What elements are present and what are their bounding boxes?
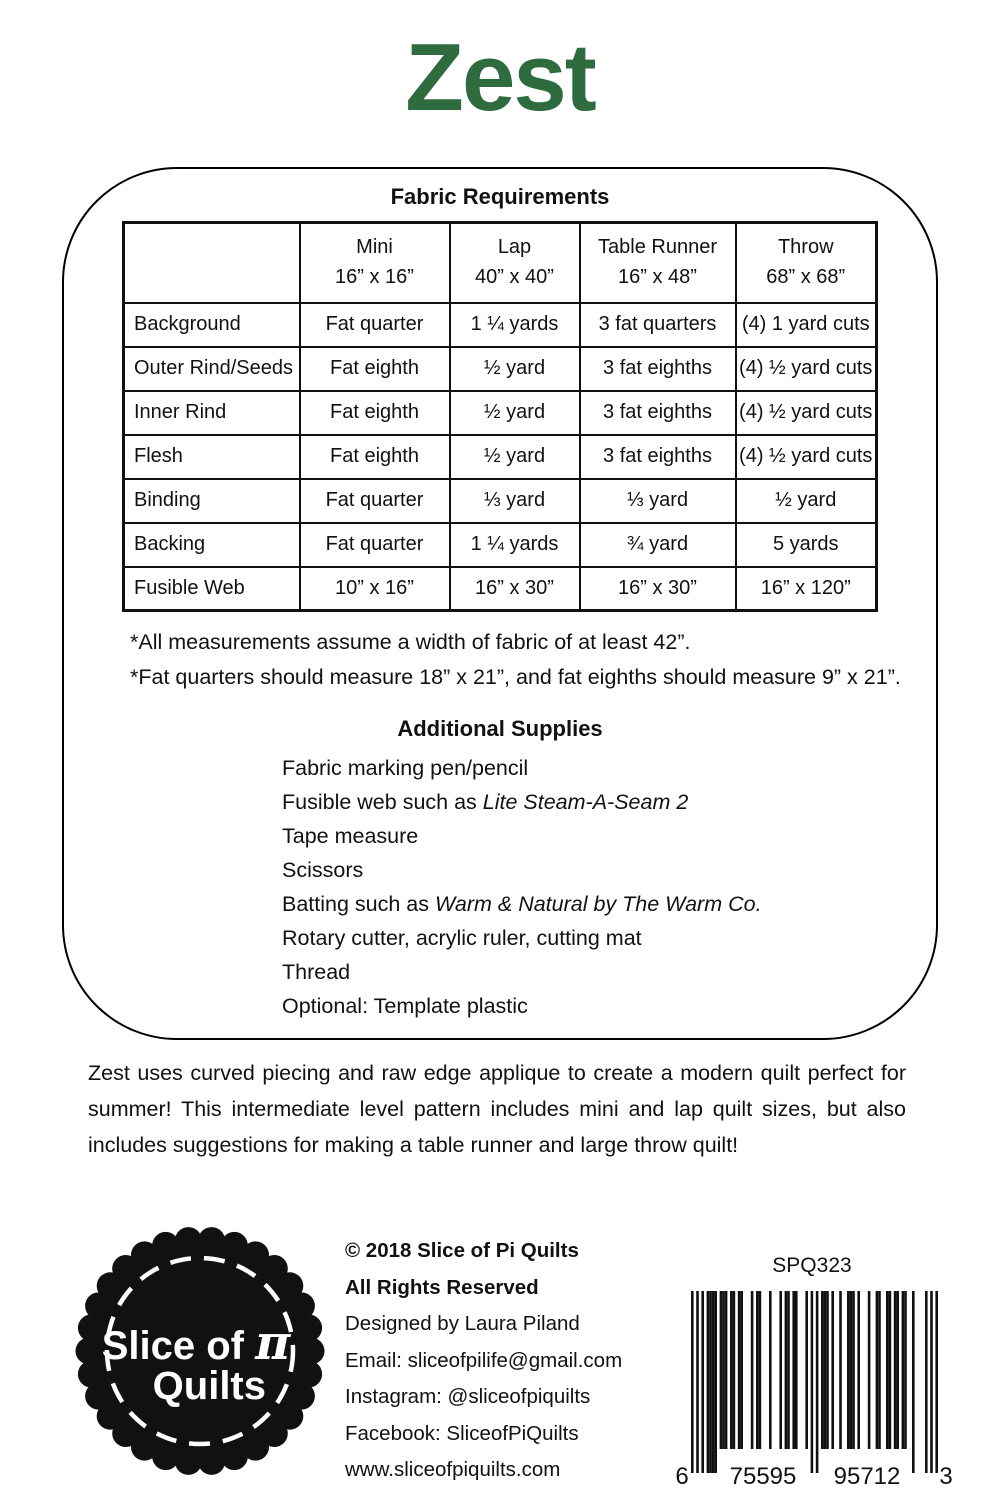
supply-item: Optional: Template plastic	[282, 994, 528, 1018]
row-value: 10” x 16”	[300, 567, 450, 611]
table-corner-cell	[124, 223, 300, 303]
table-row	[124, 479, 877, 523]
fabric-requirements-heading: Fabric Requirements	[390, 184, 610, 209]
supply-item: Tape measure	[282, 824, 419, 848]
row-value: ½ yard	[450, 391, 580, 435]
barcode-bar	[725, 1291, 728, 1449]
barcode-bar	[896, 1291, 899, 1449]
barcode-bar	[707, 1291, 710, 1473]
row-value: ¾ yard	[580, 523, 736, 567]
row-value: Fat eighth	[300, 347, 450, 391]
row-value: 5 yards	[736, 523, 877, 567]
row-value: ½ yard	[450, 347, 580, 391]
column-header-2: Lap 40” x 40”	[450, 223, 580, 303]
row-label: Backing	[124, 523, 300, 567]
table-header-row	[124, 223, 877, 303]
row-label: Background	[124, 303, 300, 347]
barcode-bar	[751, 1291, 754, 1449]
barcode-bar	[709, 1291, 712, 1473]
row-value: (4) 1 yard cuts	[736, 303, 877, 347]
barcode-bar	[902, 1291, 905, 1449]
barcode-digits: 95712	[833, 1463, 901, 1487]
supply-item: Scissors	[282, 858, 364, 882]
barcode-bar	[824, 1291, 827, 1449]
row-value: 16” x 30”	[580, 567, 736, 611]
publisher-info-line: Instagram: @sliceofpiquilts	[345, 1385, 591, 1408]
barcode-bar	[805, 1291, 808, 1449]
barcode-bar	[852, 1291, 855, 1449]
row-label: Fusible Web	[124, 567, 300, 611]
barcode-bar	[691, 1291, 694, 1473]
barcode-bar	[759, 1291, 762, 1449]
publisher-info-line: © 2018 Slice of Pi Quilts	[345, 1239, 579, 1262]
publisher-info-line: www.sliceofpiquilts.com	[345, 1458, 561, 1481]
row-value: ½ yard	[736, 479, 877, 523]
row-label: Flesh	[124, 435, 300, 479]
barcode-bar	[850, 1291, 853, 1449]
barcode-bar	[811, 1291, 814, 1473]
row-value: 1 ¼ yards	[450, 303, 580, 347]
barcode-bar	[696, 1291, 699, 1473]
supply-item: Fusible web such as Lite Steam-A-Seam 2	[282, 790, 689, 814]
barcode-bar	[787, 1291, 790, 1449]
barcode-bar	[847, 1291, 850, 1449]
pattern-description: Zest uses curved piecing and raw edge applique to create a modern quilt perfect for summer! This intermediate level pattern includes mini and lap quilt sizes, but also includes suggestions for making a table runner and large throw quilt!	[88, 1061, 906, 1157]
publisher-info-line: Email: sliceofpilife@gmail.com	[345, 1348, 623, 1372]
barcode-bar	[756, 1291, 759, 1449]
barcode-bar	[792, 1291, 795, 1449]
row-value: ½ yard	[450, 435, 580, 479]
row-value: (4) ½ yard cuts	[736, 391, 877, 435]
barcode-bar	[878, 1291, 881, 1449]
barcode-bar	[722, 1291, 725, 1449]
publisher-info-line: Facebook: SliceofPiQuilts	[345, 1421, 579, 1445]
barcode-bar	[712, 1291, 715, 1473]
barcode-bar	[904, 1291, 907, 1449]
row-label: Outer Rind/Seeds	[124, 347, 300, 391]
column-header-1: Mini 16” x 16”	[300, 223, 450, 303]
note-line: *Fat quarters should measure 18” x 21”, and fat eighths should measure 9” x 21”.	[130, 665, 901, 689]
additional-supplies-heading: Additional Supplies	[397, 716, 603, 741]
column-header-4: Throw 68” x 68”	[736, 223, 877, 303]
note-line: *All measurements assume a width of fabric of at least 42”.	[130, 630, 691, 654]
table-row	[124, 567, 877, 611]
fabric-requirements-table	[122, 221, 878, 612]
product-code: SPQ323	[772, 1254, 852, 1277]
row-value: (4) ½ yard cuts	[736, 347, 877, 391]
barcode-bar	[886, 1291, 889, 1449]
supply-item: Rotary cutter, acrylic ruler, cutting mat	[282, 926, 642, 950]
row-value: Fat eighth	[300, 391, 450, 435]
barcode-bar	[740, 1291, 743, 1449]
row-value: 1 ¼ yards	[450, 523, 580, 567]
barcode-bar	[795, 1291, 798, 1449]
barcode-bar	[738, 1291, 741, 1449]
row-value: Fat eighth	[300, 435, 450, 479]
row-value: Fat quarter	[300, 523, 450, 567]
barcode-bar	[930, 1291, 933, 1473]
publisher-info-line: Designed by Laura Piland	[345, 1312, 580, 1335]
row-value: Fat quarter	[300, 303, 450, 347]
table-row	[124, 303, 877, 347]
table-row	[124, 435, 877, 479]
barcode-bar	[816, 1291, 819, 1473]
supply-item: Batting such as Warm & Natural by The Warm Co.	[282, 892, 762, 916]
row-value: ⅓ yard	[580, 479, 736, 523]
barcode-bar	[720, 1291, 723, 1449]
upc-barcode	[675, 1291, 955, 1487]
supply-item: Fabric marking pen/pencil	[282, 756, 529, 780]
barcode-bar	[769, 1291, 772, 1449]
barcode-bar	[868, 1291, 871, 1449]
barcode-digits: 75595	[729, 1463, 797, 1487]
barcode-bar	[889, 1291, 892, 1449]
barcode-bar	[779, 1291, 782, 1449]
measurement-notes	[130, 625, 936, 695]
barcode-bar	[912, 1291, 915, 1473]
barcode-bar	[925, 1291, 928, 1473]
barcode-bar	[839, 1291, 842, 1449]
barcode-bar	[730, 1291, 733, 1449]
barcode-bar	[831, 1291, 834, 1449]
row-value: Fat quarter	[300, 479, 450, 523]
barcode-bar	[714, 1291, 717, 1473]
row-value: 16” x 30”	[450, 567, 580, 611]
table-row	[124, 347, 877, 391]
barcode-bar	[821, 1291, 824, 1449]
row-value: 3 fat quarters	[580, 303, 736, 347]
table-row	[124, 391, 877, 435]
barcode-bar	[701, 1291, 704, 1473]
logo-text-line2: Quilts	[152, 1364, 266, 1408]
page-title: Zest	[405, 24, 595, 131]
column-header-3: Table Runner 16” x 48”	[580, 223, 736, 303]
additional-supplies-list	[282, 751, 936, 1023]
slice-of-pi-quilts-logo	[68, 1219, 332, 1483]
barcode-digits: 3	[939, 1463, 953, 1487]
row-value: (4) ½ yard cuts	[736, 435, 877, 479]
row-value: 3 fat eighths	[580, 347, 736, 391]
barcode-bar	[733, 1291, 736, 1449]
barcode-bar	[935, 1291, 938, 1473]
barcode-digits: 6	[675, 1463, 689, 1487]
fabric-requirements-panel	[62, 167, 938, 1040]
pi-symbol: π	[255, 1315, 291, 1371]
row-value: 3 fat eighths	[580, 391, 736, 435]
row-value: 16” x 120”	[736, 567, 877, 611]
logo-text-line1: Slice of π	[101, 1315, 291, 1371]
barcode-bar	[876, 1291, 879, 1449]
barcode-bar	[857, 1291, 860, 1449]
table-row	[124, 523, 877, 567]
supply-item: Thread	[282, 960, 351, 984]
barcode-bar	[785, 1291, 788, 1449]
row-label: Binding	[124, 479, 300, 523]
row-label: Inner Rind	[124, 391, 300, 435]
publisher-info	[345, 1233, 622, 1489]
row-value: ⅓ yard	[450, 479, 580, 523]
row-value: 3 fat eighths	[580, 435, 736, 479]
publisher-info-line: All Rights Reserved	[345, 1275, 539, 1299]
barcode-bar	[826, 1291, 829, 1449]
barcode-bar	[894, 1291, 897, 1449]
